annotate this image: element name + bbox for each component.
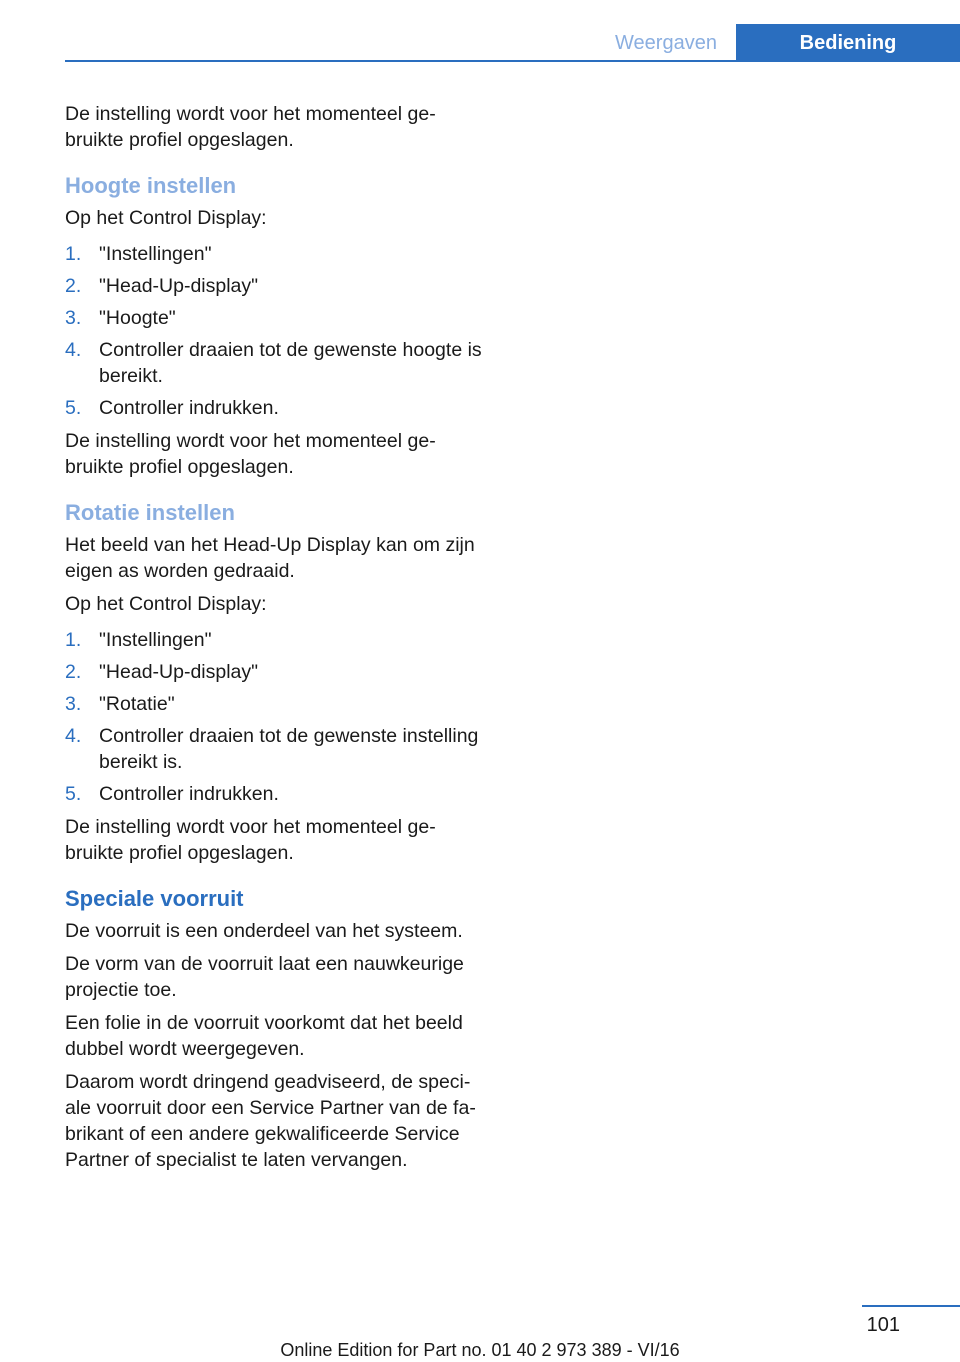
step-text: "Instellingen": [99, 243, 212, 265]
step-number: 1.: [65, 629, 82, 651]
edition-note: Online Edition for Part no. 01 40 2 973 389 - VI/16: [280, 1340, 680, 1360]
list-item: [65, 395, 485, 421]
section-description: Het beeld van het Head-Up Display kan om zijn eigen as worden gedraaid.: [65, 534, 475, 582]
section-heading-hoogte: Hoogte instellen: [65, 173, 237, 198]
body-paragraph: Daarom wordt dringend geadviseerd, de speciale voorruit door een Service Partner van de fabrikant of een andere gekwalificeerde Service Partner of specialist te laten vervangen.: [65, 1071, 476, 1171]
step-number: 5.: [65, 783, 82, 805]
section-lead: Op het Control Display:: [65, 207, 267, 229]
step-text: "Instellingen": [99, 629, 212, 651]
step-text: Controller indrukken.: [99, 397, 279, 419]
list-item: [65, 691, 485, 717]
list-item: [65, 273, 485, 299]
list-item: [65, 241, 485, 267]
step-number: 5.: [65, 397, 82, 419]
header-divider: [65, 60, 960, 62]
step-number: 2.: [65, 661, 82, 683]
list-item: [65, 305, 485, 331]
list-item: [65, 627, 485, 653]
step-text: "Head-Up-display": [99, 661, 259, 683]
step-text: "Head-Up-display": [99, 275, 259, 297]
page-content: [65, 101, 485, 1180]
list-item: [65, 723, 485, 775]
list-item: [65, 337, 485, 389]
step-text: Controller indrukken.: [99, 783, 279, 805]
section-lead: Op het Control Display:: [65, 593, 267, 615]
step-number: 4.: [65, 339, 82, 361]
body-paragraph: De vorm van de voorruit laat een nauwkeurige projectie toe.: [65, 953, 464, 1001]
step-number: 1.: [65, 243, 82, 265]
steps-list-hoogte: [65, 241, 485, 421]
list-item: [65, 781, 485, 807]
step-number: 2.: [65, 275, 82, 297]
body-paragraph: De voorruit is een onderdeel van het systeem.: [65, 920, 463, 942]
step-text: Controller draaien tot de gewenste instelling bereikt is.: [99, 725, 479, 773]
step-number: 3.: [65, 307, 82, 329]
steps-list-rotatie: [65, 627, 485, 807]
body-paragraph: Een folie in de voorruit voorkomt dat het beeld dubbel wordt weergegeven.: [65, 1012, 463, 1060]
tab-weergaven[interactable]: Weergaven: [596, 24, 736, 60]
page-number: 101: [866, 1314, 900, 1336]
footer-divider: [862, 1305, 960, 1307]
step-text: "Hoogte": [99, 307, 176, 329]
step-number: 3.: [65, 693, 82, 715]
step-text: "Rotatie": [99, 693, 175, 715]
intro-paragraph: De instelling wordt voor het momenteel gebruikte profiel opgeslagen.: [65, 103, 436, 151]
tab-bediening[interactable]: Bediening: [736, 24, 960, 60]
section-heading-rotatie: Rotatie instellen: [65, 500, 235, 525]
section-heading-voorruit: Speciale voorruit: [65, 886, 244, 911]
list-item: [65, 659, 485, 685]
step-text: Controller draaien tot de gewenste hoogte is bereikt.: [99, 339, 482, 387]
section-outro: De instelling wordt voor het momenteel gebruikte profiel opgeslagen.: [65, 816, 436, 864]
section-outro: De instelling wordt voor het momenteel gebruikte profiel opgeslagen.: [65, 430, 436, 478]
step-number: 4.: [65, 725, 82, 747]
